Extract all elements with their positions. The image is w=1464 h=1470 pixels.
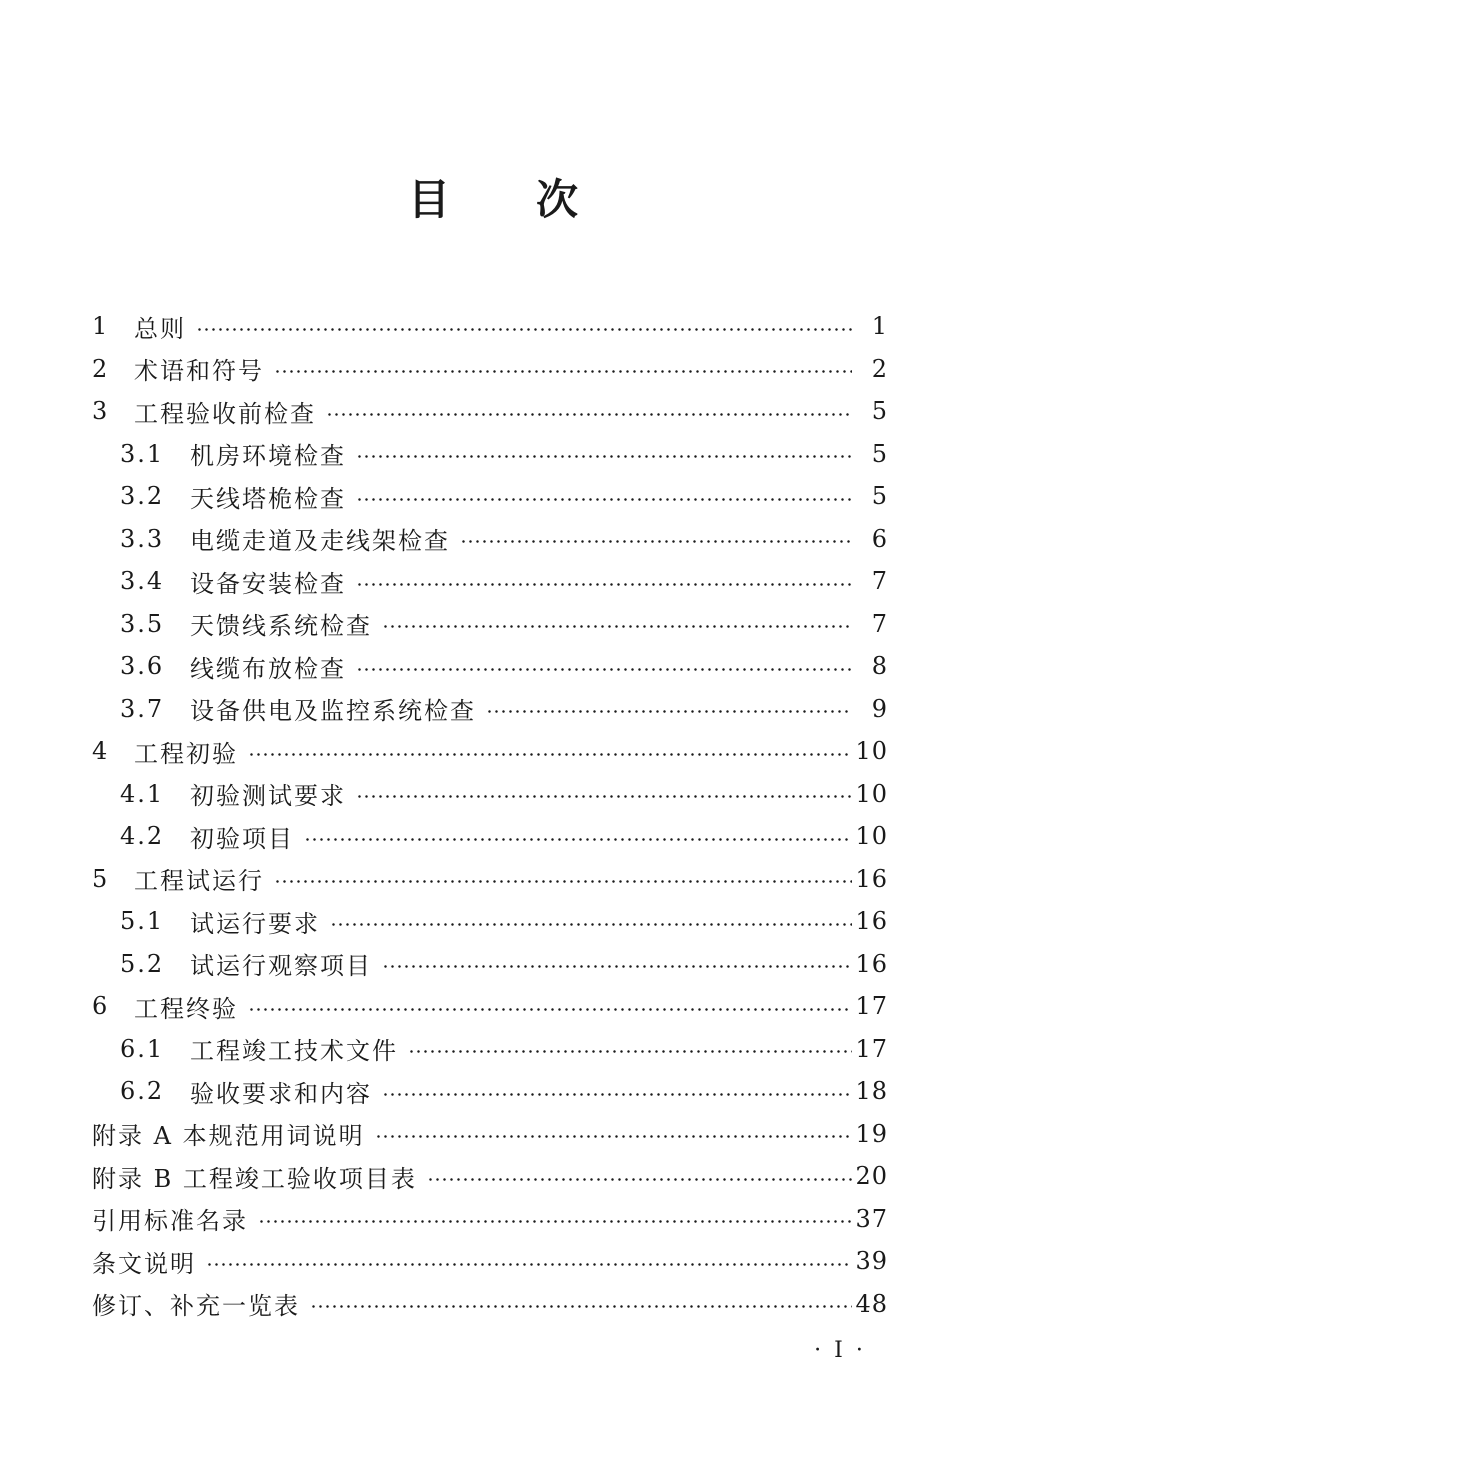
toc-entry-label: 工程竣工技术文件 — [190, 1037, 398, 1066]
toc-entry-number: 3.5 — [120, 609, 165, 638]
title-char-left: 目 — [408, 175, 451, 224]
dot-leader — [382, 965, 852, 968]
toc-entry-page-number: 10 — [855, 822, 888, 851]
toc-entry-page-number: 17 — [855, 992, 888, 1021]
toc-entry[interactable] — [92, 645, 888, 688]
toc-entry[interactable] — [92, 475, 888, 518]
toc-entry-page-number: 18 — [855, 1077, 888, 1106]
toc-entry[interactable] — [92, 688, 888, 731]
dot-leader — [304, 838, 852, 841]
dot-leader — [375, 1135, 852, 1138]
toc-entry-label: 工程终验 — [134, 994, 238, 1023]
toc-entry-page-number: 1 — [871, 312, 888, 341]
dot-leader — [274, 370, 852, 373]
toc-entry-page-number: 5 — [871, 397, 888, 426]
dot-leader — [486, 710, 852, 713]
toc-entry-label: 设备安装检查 — [190, 569, 346, 598]
dot-leader — [356, 455, 852, 458]
toc-entry-label: 初验项目 — [190, 824, 294, 853]
toc-entry[interactable] — [92, 518, 888, 561]
page-folio: · I · — [814, 1338, 866, 1363]
toc-entry-page-number: 16 — [855, 907, 888, 936]
toc-entry-page-number: 5 — [871, 482, 888, 511]
toc-entry-label: 天线塔桅检查 — [190, 484, 346, 513]
toc-entry-label: 工程试运行 — [134, 867, 264, 896]
toc-entry-page-number: 10 — [855, 779, 888, 808]
toc-entry[interactable] — [92, 560, 888, 603]
toc-entry-page-number: 10 — [855, 737, 888, 766]
toc-entry[interactable] — [92, 900, 888, 943]
dot-leader — [248, 753, 852, 756]
toc-entry-label: 工程初验 — [134, 739, 238, 768]
toc-entry[interactable] — [92, 603, 888, 646]
toc-entry[interactable] — [92, 433, 888, 476]
toc-entry-number: 5.1 — [120, 907, 165, 936]
toc-entry-page-number: 37 — [855, 1204, 888, 1233]
toc-entry[interactable] — [92, 815, 888, 858]
toc-entry[interactable] — [92, 348, 888, 391]
toc-entry-number: 4 — [92, 737, 110, 766]
toc-entry-label: 工程验收前检查 — [134, 399, 316, 428]
dot-leader — [382, 1093, 852, 1096]
dot-leader — [196, 328, 852, 331]
toc-entry[interactable] — [92, 858, 888, 901]
toc-entry-page-number: 39 — [855, 1247, 888, 1276]
toc-entry-number: 1 — [92, 312, 110, 341]
dot-leader — [258, 1220, 852, 1223]
toc-entry[interactable] — [92, 390, 888, 433]
toc-entry-label: 条文说明 — [92, 1249, 196, 1278]
toc-entry-label: 试运行要求 — [190, 909, 320, 938]
toc-entry-label: 电缆走道及走线架检查 — [190, 527, 450, 556]
page-title — [408, 172, 578, 228]
toc-entry[interactable] — [92, 1155, 888, 1198]
toc-entry-page-number: 6 — [871, 524, 888, 553]
dot-leader — [356, 583, 852, 586]
toc-entry-label: 验收要求和内容 — [190, 1079, 372, 1108]
toc-entry-number: 3.4 — [120, 567, 165, 596]
toc-entry-page-number: 2 — [871, 354, 888, 383]
toc-entry-number: 4.2 — [120, 822, 165, 851]
toc-entry-page-number: 9 — [871, 694, 888, 723]
toc-entry-label: 线缆布放检查 — [190, 654, 346, 683]
toc-entry-number: 6.2 — [120, 1077, 165, 1106]
title-char-right: 次 — [535, 175, 578, 224]
dot-leader — [326, 413, 852, 416]
toc-entry-label: 术语和符号 — [134, 357, 264, 386]
dot-leader — [427, 1178, 852, 1181]
toc-entry-label: 天馈线系统检查 — [190, 612, 372, 641]
toc-entry-number: 5.2 — [120, 949, 165, 978]
toc-entry-number: 5 — [92, 864, 110, 893]
toc-entry[interactable] — [92, 1028, 888, 1071]
dot-leader — [382, 625, 852, 628]
dot-leader — [460, 540, 852, 543]
table-of-contents — [92, 305, 888, 1325]
toc-entry-number: 2 — [92, 354, 110, 383]
toc-entry-page-number: 17 — [855, 1034, 888, 1063]
toc-entry-label: 设备供电及监控系统检查 — [190, 697, 476, 726]
toc-entry-label: 初验测试要求 — [190, 782, 346, 811]
toc-entry-number: 6.1 — [120, 1034, 165, 1063]
dot-leader — [248, 1008, 852, 1011]
toc-entry[interactable] — [92, 1283, 888, 1326]
toc-entry-page-number: 16 — [855, 949, 888, 978]
toc-entry-label: 附录 A 本规范用词说明 — [92, 1122, 365, 1151]
toc-entry-page-number: 8 — [871, 652, 888, 681]
toc-entry-page-number: 16 — [855, 864, 888, 893]
toc-entry-page-number: 19 — [855, 1119, 888, 1148]
dot-leader — [408, 1050, 852, 1053]
toc-entry-label: 机房环境检查 — [190, 442, 346, 471]
toc-entry-number: 6 — [92, 992, 110, 1021]
toc-entry-label: 附录 B 工程竣工验收项目表 — [92, 1164, 417, 1193]
toc-entry-number: 3.2 — [120, 482, 165, 511]
toc-entry[interactable] — [92, 1113, 888, 1156]
dot-leader — [356, 668, 852, 671]
toc-entry[interactable] — [92, 1198, 888, 1241]
toc-entry-page-number: 20 — [855, 1162, 888, 1191]
toc-entry-page-number: 7 — [871, 567, 888, 596]
toc-entry[interactable] — [92, 985, 888, 1028]
toc-entry-number: 3.1 — [120, 439, 165, 468]
toc-entry[interactable] — [92, 943, 888, 986]
toc-entry-number: 3.7 — [120, 694, 165, 723]
toc-entry[interactable] — [92, 1070, 888, 1113]
dot-leader — [356, 795, 852, 798]
toc-entry-page-number: 7 — [871, 609, 888, 638]
dot-leader — [356, 498, 852, 501]
toc-entry-label: 修订、补充一览表 — [92, 1292, 300, 1321]
dot-leader — [330, 923, 852, 926]
toc-entry-label: 总则 — [134, 314, 186, 343]
toc-entry[interactable] — [92, 730, 888, 773]
toc-entry[interactable] — [92, 773, 888, 816]
toc-entry-page-number: 48 — [855, 1289, 888, 1318]
toc-entry-page-number: 5 — [871, 439, 888, 468]
toc-entry[interactable] — [92, 305, 888, 348]
dot-leader — [310, 1305, 852, 1308]
toc-entry-number: 4.1 — [120, 779, 165, 808]
toc-entry-number: 3.3 — [120, 524, 165, 553]
dot-leader — [206, 1263, 852, 1266]
dot-leader — [274, 880, 852, 883]
toc-entry-label: 试运行观察项目 — [190, 952, 372, 981]
toc-entry-number: 3.6 — [120, 652, 165, 681]
toc-entry-label: 引用标准名录 — [92, 1207, 248, 1236]
toc-entry-number: 3 — [92, 397, 110, 426]
toc-entry[interactable] — [92, 1240, 888, 1283]
